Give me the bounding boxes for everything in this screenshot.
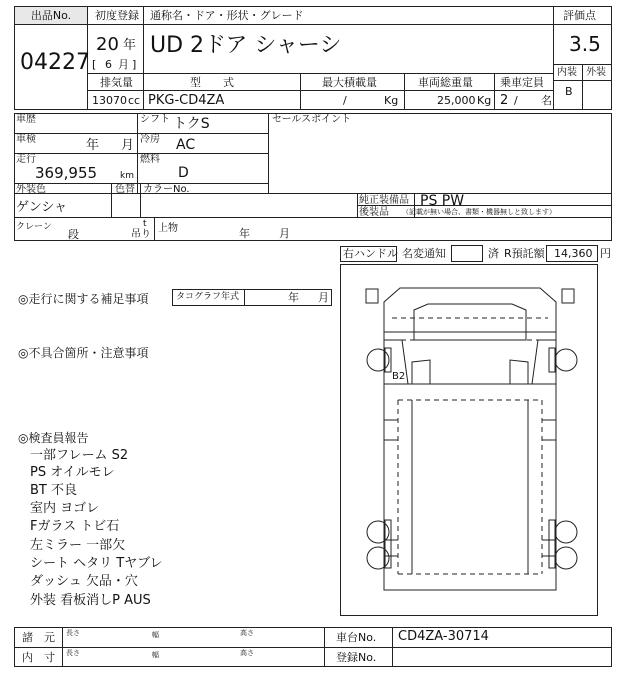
first-registration-label: 初度登録: [95, 9, 139, 22]
max-load-label: 最大積載量: [322, 76, 377, 89]
ac-value: AC: [176, 137, 196, 153]
recycle-amount: 14,360: [554, 247, 593, 260]
body-label: 上物: [158, 223, 178, 234]
mileage-label: 走行: [16, 154, 36, 165]
crane-hang-unit: 吊り: [131, 229, 151, 240]
steering-value: 右ハンドル: [343, 247, 398, 260]
inner-length-label: 長さ: [66, 649, 80, 657]
color-value: ゲンシャ: [16, 200, 68, 215]
tachograph-year-unit: 年: [288, 291, 299, 304]
crane-label: クレーン: [16, 222, 52, 232]
interior-dims-label: 内 寸: [22, 651, 55, 664]
inspector-note: 外装 看板消しP AUS: [30, 593, 151, 608]
length-label: 長さ: [66, 629, 80, 637]
ac-label: 冷房: [140, 134, 160, 145]
width-label: 幅: [152, 631, 159, 639]
history-label: 車歴: [16, 114, 36, 125]
vehicle-name-label: 通称名・ドア・形状・グレード: [150, 9, 304, 22]
capacity-value: 2: [500, 93, 509, 108]
first-registration-year: 20: [96, 34, 119, 55]
inspector-note: 一部フレーム S2: [30, 448, 129, 463]
chassis-number: CD4ZA-30714: [398, 629, 489, 644]
selling-points-label: セールスポイント: [272, 114, 352, 125]
name-change-label: 名変通知: [402, 247, 446, 260]
shift-label: シフト: [140, 114, 170, 125]
driving-notes-label: ◎走行に関する補足事項: [18, 292, 149, 306]
tachograph-month-unit: 月: [318, 291, 329, 304]
color-label: 外装色: [16, 184, 46, 195]
cc-unit: cc: [128, 94, 141, 107]
lot-number: 04227: [20, 50, 90, 75]
displacement-value: 13070: [92, 94, 127, 107]
inner-height-label: 高さ: [240, 649, 254, 657]
body-year-unit: 年: [239, 227, 250, 240]
aftermarket-label: 後装品: [359, 207, 389, 218]
gross-weight-unit: Kg: [477, 94, 492, 107]
mileage-value: 369,955: [35, 164, 98, 182]
chassis-number-label: 車台No.: [336, 631, 377, 644]
interior-grade: B: [565, 85, 573, 98]
month-unit: 月: [118, 58, 129, 71]
damage-mark: B2: [392, 371, 406, 382]
capacity-separator: /: [514, 94, 518, 107]
interior-grade-label: 内装: [557, 67, 577, 78]
crane-stage-unit: 段: [68, 228, 79, 241]
score-label: 評価点: [563, 9, 596, 22]
gross-weight-value: 25,000: [437, 94, 476, 107]
inner-width-label: 幅: [152, 651, 159, 659]
inspector-report-label: ◎検査員報告: [18, 431, 89, 445]
tachograph-label: タコグラフ年式: [176, 292, 240, 302]
inspector-note: シート ヘタリ Tヤブレ: [30, 556, 163, 571]
recycle-deposit-label: R預託額: [504, 247, 545, 260]
model-label: 型 式: [190, 76, 234, 89]
capacity-label: 乗車定員: [500, 76, 544, 89]
fuel-value: D: [178, 165, 189, 181]
inspector-note: BT 不良: [30, 483, 77, 498]
recycle-done-label: 済: [488, 247, 499, 260]
max-load-separator: /: [343, 94, 347, 107]
inspector-note: PS オイルモレ: [30, 465, 115, 480]
inspector-note: Fガラス トビ石: [30, 519, 120, 534]
inspection-year-unit: 年: [86, 138, 100, 153]
height-label: 高さ: [240, 629, 254, 637]
genuine-equipment-value: PS PW: [420, 193, 465, 209]
gross-weight-label: 車両総重量: [418, 76, 473, 89]
body-month-unit: 月: [279, 227, 290, 240]
inspection-label: 車検: [16, 134, 36, 145]
inspector-note: 室内 ヨゴレ: [30, 501, 100, 516]
genuine-equipment-label: 純正装備品: [359, 195, 409, 206]
inspector-note: 左ミラー 一部欠: [30, 538, 126, 553]
fuel-label: 燃料: [140, 154, 160, 165]
yen-unit: 円: [600, 247, 611, 260]
person-unit: 名: [541, 94, 552, 107]
km-unit: km: [120, 171, 134, 181]
specs-label: 諸 元: [22, 631, 55, 644]
vehicle-name: UD 2ドア シャーシ: [150, 33, 342, 58]
evaluation-score: 3.5: [569, 32, 601, 56]
shift-value: トクS: [173, 116, 210, 132]
inspection-month-unit: 月: [121, 138, 135, 153]
color-change-label: 色替: [115, 184, 135, 195]
aftermarket-note: （記載が無い場合、書類・機器無しと致します）: [402, 208, 556, 216]
registration-number-label: 登録No.: [336, 651, 377, 664]
displacement-label: 排気量: [100, 76, 133, 89]
first-registration-month: 6: [105, 58, 112, 71]
crane-ton-unit: t: [143, 219, 147, 229]
lot-number-label: 出品No.: [15, 7, 87, 24]
max-load-unit: Kg: [384, 94, 399, 107]
model-code: PKG-CD4ZA: [148, 93, 225, 108]
color-code-label: カラーNo.: [143, 184, 190, 195]
inspector-note: ダッシュ 欠品・穴: [30, 574, 138, 589]
exterior-grade-label: 外装: [586, 67, 606, 78]
year-unit: 年: [123, 38, 137, 53]
defects-label: ◎不具合箇所・注意事項: [18, 346, 149, 360]
